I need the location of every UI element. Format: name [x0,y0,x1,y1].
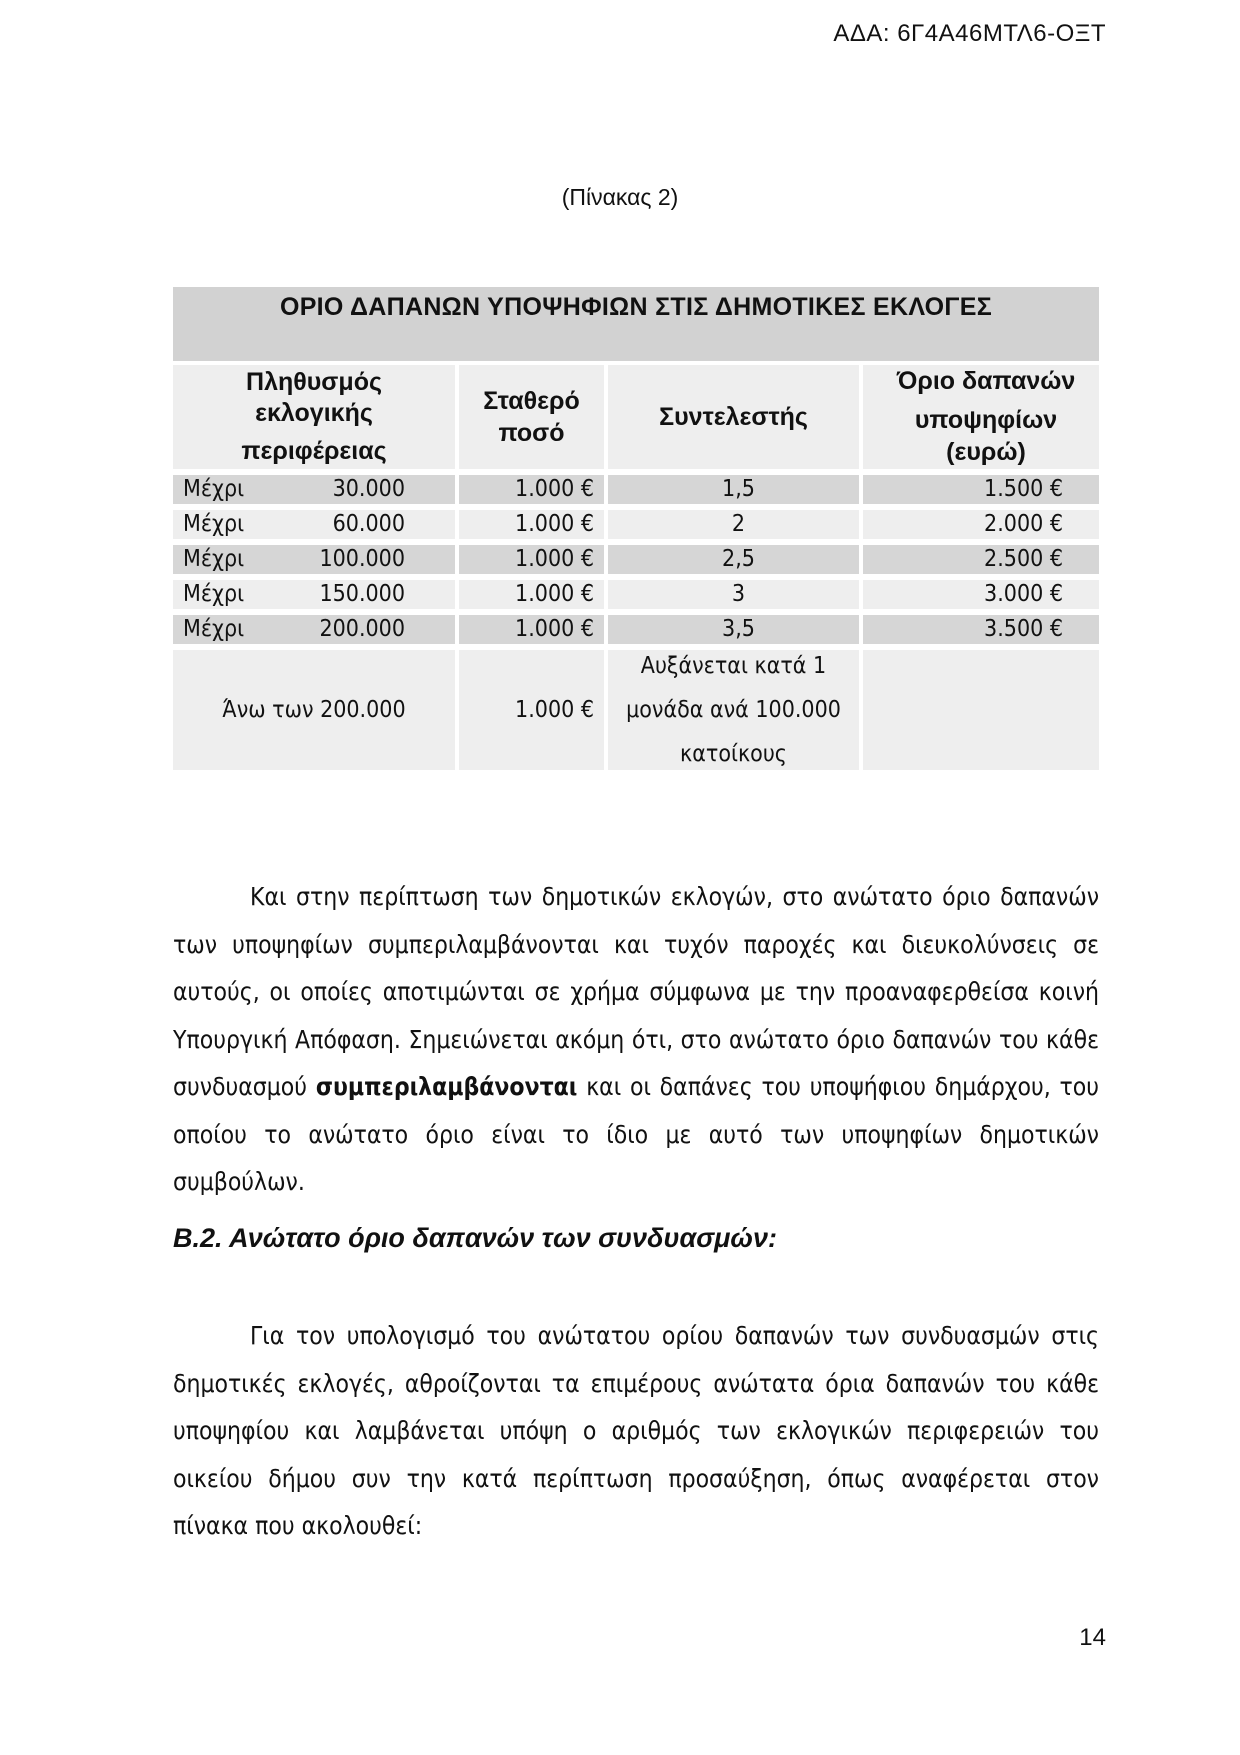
page-number: 14 [1079,1624,1106,1651]
population-prefix: Μέχρι [183,546,245,572]
table-caption: (Πίνακας 2) [561,184,679,210]
paragraph-2 [173,1312,1099,1550]
population-prefix: Μέχρι [183,511,245,537]
population-value: 30.000 [332,476,405,502]
population-cell [173,615,455,644]
header-population-line2: εκλογικής [255,399,373,428]
population-cell: Άνω των 200.000 [173,650,455,770]
header-population-line1: Πληθυσμός [246,368,382,397]
fixed-amount-cell: 1.000 € [459,580,604,609]
coefficient-cell [608,650,859,770]
population-prefix: Μέχρι [183,476,245,502]
coefficient-line: μονάδα ανά 100.000 [626,697,841,723]
population-cell [173,545,455,574]
ada-code: ΑΔΑ: 6Γ4Α46ΜΤΛ6-ΟΞΤ [833,20,1106,47]
population-prefix: Μέχρι [183,581,245,607]
table-grid [173,365,1099,770]
population-value: 200.000 [319,616,405,642]
limit-cell: 2.500 € [863,545,1099,574]
header-fixed-line2: ποσό [498,419,565,447]
coefficient-cell: 2,5 [608,545,859,574]
limit-cell: 2.000 € [863,510,1099,539]
limit-cell: 1.500 € [863,475,1099,504]
population-value: 150.000 [319,581,405,607]
fixed-amount-cell: 1.000 € [459,650,604,770]
coefficient-cell: 1,5 [608,475,859,504]
header-fixed-line1: Σταθερό [483,386,580,415]
table-title: ΟΡΙΟ ΔΑΠΑΝΩΝ ΥΠΟΨΗΦΙΩΝ ΣΤΙΣ ΔΗΜΟΤΙΚΕΣ ΕΚΛΟΓΕΣ [173,287,1099,361]
header-limit [863,365,1099,469]
header-limit-line3: (ευρώ) [946,438,1026,467]
paragraph-2-text: Για τον υπολογισμό του ανώτατου ορίου δαπανών των συνδυασμών στις δημοτικές εκλογές, αθροίζονται τα επιμέρους ανώτατα όρια δαπανών του κάθε υποψηφίου και λαμβάνεται υπόψη ο αριθμός των εκλογικών περιφερειών του οικείου δήμου συν την κατά περίπτωση προσαύξηση, όπως αναφέρεται στον πίνακα που ακολουθεί: [173,1321,1099,1540]
header-population [173,365,455,469]
fixed-amount-cell: 1.000 € [459,545,604,574]
spending-limits-table [173,287,1099,770]
limit-cell: 3.000 € [863,580,1099,609]
coefficient-cell: 3 [608,580,859,609]
paragraph-1-text-b: και οι δαπάνες του υποψήφιου δημάρχου, του οποίου το ανώτατο όριο είναι το ίδιο με αυτό των υποψηφίων δημοτικών συμβούλων. [173,1072,1099,1196]
population-value: 100.000 [319,546,405,572]
population-cell [173,475,455,504]
header-limit-line2: υποψηφίων [914,405,1058,434]
header-population-line3: περιφέρειας [241,436,387,465]
coefficient-line: Αυξάνεται κατά 1 [640,653,827,679]
header-limit-line1: Όριο δαπανών [896,367,1076,396]
coefficient-line: κατοίκους [680,741,787,767]
header-fixed-amount [459,365,604,469]
limit-cell [863,650,1099,770]
fixed-amount-cell: 1.000 € [459,615,604,644]
population-value: 60.000 [332,511,405,537]
header-coefficient: Συντελεστής [608,365,859,469]
population-prefix: Μέχρι [183,616,245,642]
population-cell [173,510,455,539]
paragraph-1-text-a: Και στην περίπτωση των δημοτικών εκλογών, στο ανώτατο όριο δαπανών των υποψηφίων συμπεριλαμβάνονται και τυχόν παροχές και διευκολύνσεις σε αυτούς, οι οποίες αποτιμώνται σε χρήμα σύμφωνα με την προαναφερθείσα κοινή Υπουργική Απόφαση. Σημειώνεται ακόμη ότι, στο ανώτατο όριο δαπανών του κάθε συνδυασμού [173,882,1099,1101]
coefficient-cell: 2 [608,510,859,539]
paragraph-1-bold: συμπεριλαμβάνονται [315,1072,578,1101]
limit-cell: 3.500 € [863,615,1099,644]
fixed-amount-cell: 1.000 € [459,510,604,539]
section-title: Β.2. Ανώτατο όριο δαπανών των συνδυασμών: [173,1223,777,1253]
population-cell [173,580,455,609]
paragraph-1 [173,873,1099,1206]
fixed-amount-cell: 1.000 € [459,475,604,504]
coefficient-cell: 3,5 [608,615,859,644]
